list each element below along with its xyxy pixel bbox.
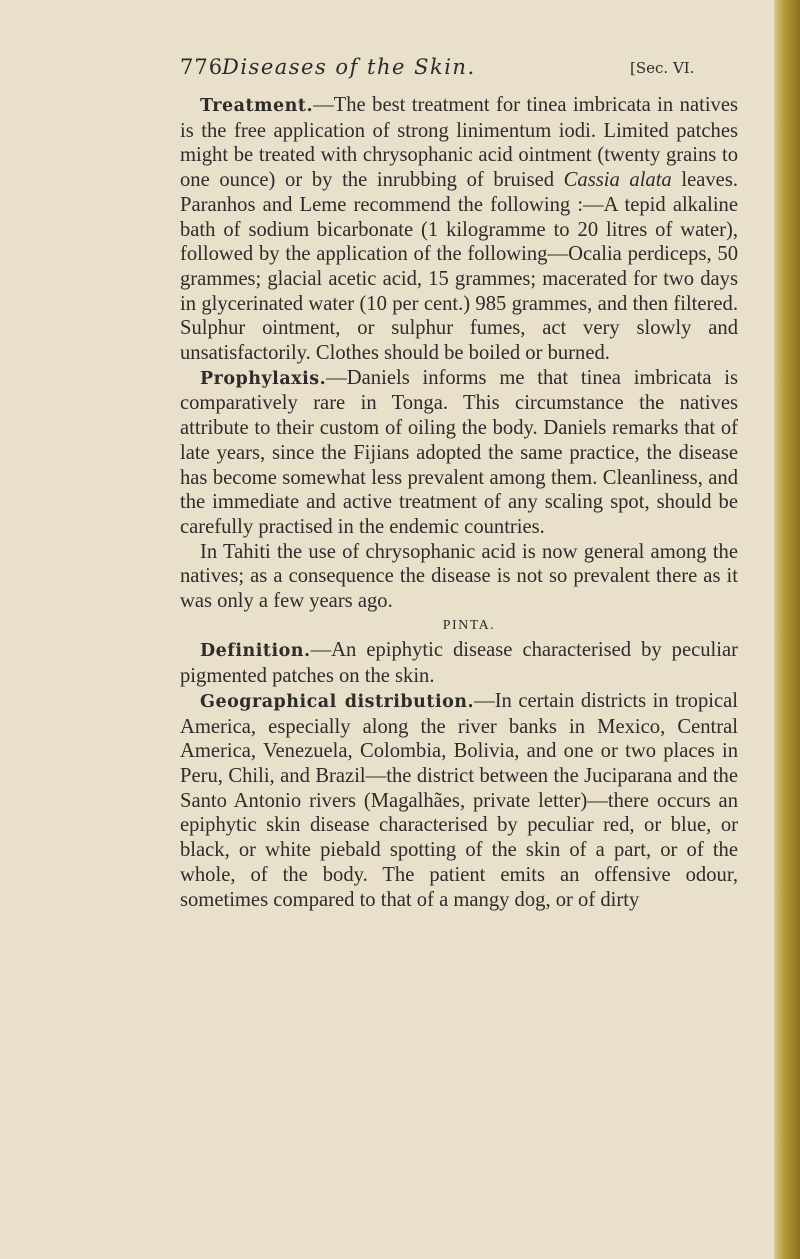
lead-geography: Geographical distribution. — [200, 691, 475, 712]
paragraph-tahiti — [180, 540, 738, 614]
paragraph-definition — [180, 638, 738, 688]
running-header — [180, 55, 740, 83]
page-edge — [774, 0, 800, 1259]
treatment-text-a: —The best treatment for tinea imbricata in natives is the free application of strong linimentum iodi. Limited patches might be treated with chrysophanic acid ointment (twenty grains to one ounce) or by the inrubbing of bruised — [180, 94, 738, 192]
geography-text: —In certain districts in tropical America, especially along the river banks in Mexico, Central America, Venezuela, Colombia, Bolivia, and one or two places in Peru, Chili, and Brazil—the district between the Juciparana and the Santo Antonio rivers (Magalhães, private letter)—there occurs an epiphytic skin disease characterised by peculiar red, or blue, or black, or white piebald spotting of the skin of a part, or of the whole, of the body. The patient emits an offensive odour, sometimes compared to that of a mangy dog, or of dirty — [180, 689, 738, 911]
lead-prophylaxis: Prophylaxis. — [200, 368, 327, 389]
treatment-italic: Cassia alata — [563, 169, 672, 192]
paragraph-prophylaxis — [180, 366, 738, 540]
treatment-text-b: leaves. Paranhos and Leme recommend the following :—A tepid alkaline bath of sodium bicarbonate (1 kilogramme to 20 litres of water), followed by the application of the following—Ocalia perdiceps, 50 grammes; glacial acetic acid, 15 grammes; macerated for two days in glycerinated water (10 per cent.) 985 grammes, and then filtered. Sulphur ointment, or sulphur fumes, act very slowly and unsatisfactorily. Clothes should be boiled or burned. — [180, 169, 738, 365]
tahiti-text: In Tahiti the use of chrysophanic acid is now general among the natives; as a consequence the disease is not so prevalent there as it was only a few years ago. — [180, 540, 738, 613]
running-title: Diseases of the Skin. — [222, 55, 476, 79]
section-label: [Sec. VI. — [630, 59, 695, 77]
prophylaxis-text: —Daniels informs me that tinea imbricata is comparatively rare in Tonga. This circumstance the natives attribute to their custom of oiling the body. Daniels remarks that of late years, since the Fijians adopted the same practice, the disease has become somewhat less prevalent among them. Cleanliness, and the immediate and active treatment of any scaling spot, should be carefully practised in the endemic countries. — [180, 366, 738, 538]
page-number: 776 — [180, 55, 224, 79]
subheading-pinta: PINTA. — [442, 617, 496, 633]
lead-definition: Definition. — [200, 641, 311, 662]
paragraph-treatment — [180, 93, 738, 366]
paragraph-geography — [180, 689, 738, 912]
body-text — [180, 93, 738, 912]
lead-treatment: Treatment. — [200, 96, 314, 116]
definition-text: —An epiphytic disease characterised by peculiar pigmented patches on the skin. — [180, 639, 738, 688]
